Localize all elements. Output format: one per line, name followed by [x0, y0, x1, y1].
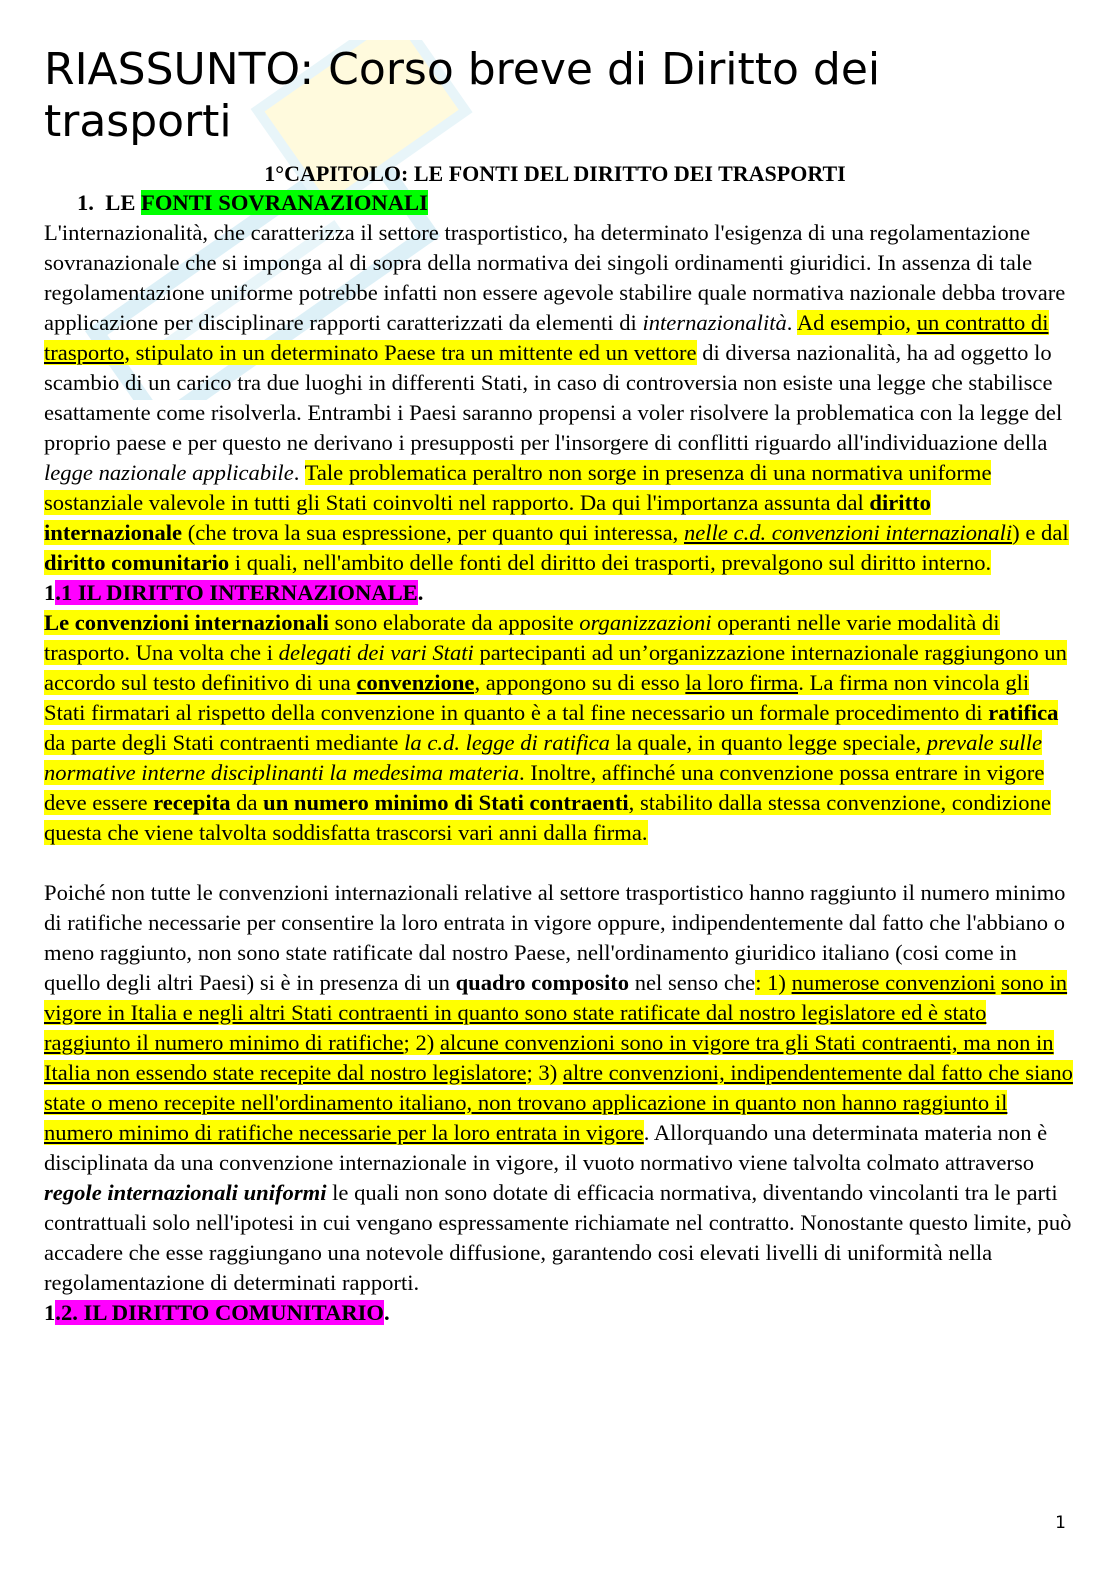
- highlighted-text: operanti nelle varie modalità di trasporto. Una volta che i: [44, 610, 1000, 665]
- text-run: .: [786, 310, 797, 335]
- section-heading-suffix: .: [384, 1300, 390, 1325]
- paragraph-internazionalita: [44, 218, 1074, 578]
- underlined-term: sono in vigore in Italia e negli altri Stati contraenti in quanto sono state ratificate dal nostro legislatore ed è stato raggiunto il numero minimo di ratifiche: [44, 970, 1068, 1055]
- highlighted-text: (che trova la sua espressione, per quanto qui interessa,: [182, 520, 684, 545]
- italic-term: la c.d. legge di ratifica: [404, 730, 610, 755]
- chapter-heading: 1°CAPITOLO: LE FONTI DEL DIRITTO DEI TRASPORTI: [264, 161, 846, 186]
- bold-term: diritto internazionale: [44, 490, 931, 545]
- italic-term: legge nazionale applicabile: [44, 460, 294, 485]
- text-run: le quali non sono dotate di efficacia normativa, diventando vincolanti tra le parti contrattuali solo nell'ipotesi in cui vengano espressamente richiamate nel contratto. Nonostante questo limite, può accadere che esse raggiungano una notevole diffusione, garantendo cosi elevati livelli di uniformità nella regolamentazione di determinati rapporti.: [44, 1180, 1072, 1295]
- highlighted-text: ; 3): [526, 1060, 563, 1085]
- section-number: 1.: [77, 190, 94, 215]
- bold-term: recepita: [153, 790, 231, 815]
- italic-term: delegati dei vari Stati: [278, 640, 474, 665]
- paragraph-quadro-composito: [44, 878, 1074, 1298]
- highlighted-text: Tale problematica peraltro non sorge in presenza di una normativa uniforme sostanziale valevole in tutti gli Stati coinvolti nel rapporto. Da qui l'importanza assunta dal: [44, 460, 992, 515]
- italic-term: prevale sulle normative interne disciplinanti la medesima materia: [44, 730, 1043, 785]
- section-heading-fonti-sovranazionali: [44, 188, 1074, 218]
- highlighted-text: . La firma non vincola gli Stati firmatari al rispetto della convenzione in quanto è a tal fine necessario un formale procedimento di: [44, 670, 1030, 725]
- bold-term: ratifica: [988, 700, 1059, 725]
- text-run: L'internazionalità, che caratterizza il settore trasportistico, ha determinato l'esigenza di una regolamentazione sovranazionale che si imponga al di sopra della normativa dei singoli ordinamenti giuridici. In assenza di tale regolamentazione uniforme potrebbe infatti non essere agevole stabilire quale normativa nazionale debba trovare applicazione per disciplinare rapporti caratterizzati da elementi di: [44, 220, 1066, 335]
- highlighted-text: ) e dal: [1012, 520, 1069, 545]
- section-number: 1: [44, 1300, 56, 1325]
- underlined-italic-term: nelle c.d. convenzioni internazionali: [683, 520, 1013, 545]
- highlighted-text: , appongono su di esso: [474, 670, 686, 695]
- italic-term: organizzazioni: [579, 610, 712, 635]
- paragraph-convenzioni: [44, 608, 1074, 848]
- highlighted-text: , stabilito dalla stessa convenzione, condizione questa che viene talvolta soddisfatta trascorsi vari anni dalla firma.: [44, 790, 1051, 845]
- highlighted-text: . Inoltre, affinché una convenzione possa entrare in vigore deve essere: [44, 760, 1045, 815]
- highlighted-text: partecipanti ad un’organizzazione internazionale raggiungono un accordo sul testo definitivo di una: [44, 640, 1067, 695]
- highlighted-text: , stipulato in un determinato Paese tra un mittente ed un vettore: [124, 340, 697, 365]
- underlined-term: altre convenzioni, indipendentemente dal fatto che siano state o meno recepite nell'ordinamento italiano, non trovano applicazione in quanto non hanno raggiunto il numero minimo di ratifiche necessarie per la loro entrata in vigore: [44, 1060, 1073, 1145]
- section-heading-highlight: .2. IL DIRITTO COMUNITARIO: [55, 1300, 385, 1325]
- highlighted-text: ; 2): [403, 1030, 440, 1055]
- text-run: di diversa nazionalità, ha ad oggetto lo scambio di un carico tra due luoghi in differenti Stati, in caso di controversia non esiste una legge che stabilisce esattamente come risolverla. Entrambi i Paesi saranno propensi a voler risolvere la problematica con la legge del proprio paese e per questo ne derivano i presupposti per l'insorgere di conflitti riguardo all'individuazione della: [44, 340, 1063, 455]
- underlined-term: numerose convenzioni: [791, 970, 996, 995]
- text-run: Poiché non tutte le convenzioni internazionali relative al settore trasportistico hanno raggiunto il numero minimo di ratifiche necessarie per consentire la loro entrata in vigore oppure, indipendentemente dal fatto che l'abbiano o meno raggiunto, non sono state ratificate dal nostro Paese, nell'ordinamento giuridico italiano (cosi come in quello degli altri Paesi) si è in presenza di un: [44, 880, 1066, 995]
- highlighted-text: sono elaborate da apposite: [328, 610, 580, 635]
- bold-italic-term: regole internazionali uniformi: [44, 1180, 327, 1205]
- document-body: [44, 188, 1074, 1328]
- bold-term: un numero minimo di Stati contraenti: [263, 790, 629, 815]
- underlined-term: alcune convenzioni sono in vigore tra gli Stati contraenti, ma non in Italia non essendo state recepite dal nostro legislatore: [44, 1030, 1054, 1085]
- highlighted-text: la quale, in quanto legge speciale,: [609, 730, 927, 755]
- highlighted-text: da parte degli Stati contraenti mediante: [44, 730, 405, 755]
- section-heading-highlight: .1 IL DIRITTO INTERNAZIONALE: [55, 580, 418, 605]
- text-run: Allorquando una determinata materia non è disciplinata da una convenzione internazionale in vigore, il vuoto normativo viene talvolta colmato attraverso: [44, 1120, 1048, 1175]
- paragraph-spacer: [44, 848, 1074, 878]
- underlined-term: un contratto di trasporto: [44, 310, 1049, 365]
- section-number: 1: [44, 580, 56, 605]
- text-run: .: [643, 1120, 650, 1145]
- section-heading-suffix: .: [417, 580, 424, 605]
- highlighted-text: : 1): [755, 970, 792, 995]
- bold-term: Le convenzioni internazionali: [44, 610, 329, 635]
- highlighted-text: da: [230, 790, 264, 815]
- highlighted-text: Ad esempio,: [796, 310, 917, 335]
- section-heading-prefix: LE: [105, 190, 136, 215]
- bold-term: diritto comunitario: [44, 550, 230, 575]
- italic-term: internazionalità: [642, 310, 787, 335]
- text-run: .: [293, 460, 305, 485]
- underlined-term: la loro firma: [685, 670, 799, 695]
- section-heading-highlight: FONTI SOVRANAZIONALI: [141, 190, 428, 215]
- bold-term: quadro composito: [455, 970, 630, 995]
- highlighted-text: i quali, nell'ambito delle fonti del diritto dei trasporti, prevalgono sul diritto interno.: [229, 550, 992, 575]
- bold-underlined-term: convenzione: [356, 670, 475, 695]
- document-title: RIASSUNTO: Corso breve di Diritto dei trasporti: [44, 44, 881, 147]
- section-heading-diritto-comunitario: [44, 1298, 1074, 1328]
- page-number: 1: [1055, 1513, 1066, 1533]
- text-run: nel senso che: [629, 970, 756, 995]
- section-heading-diritto-internazionale: [44, 578, 1074, 608]
